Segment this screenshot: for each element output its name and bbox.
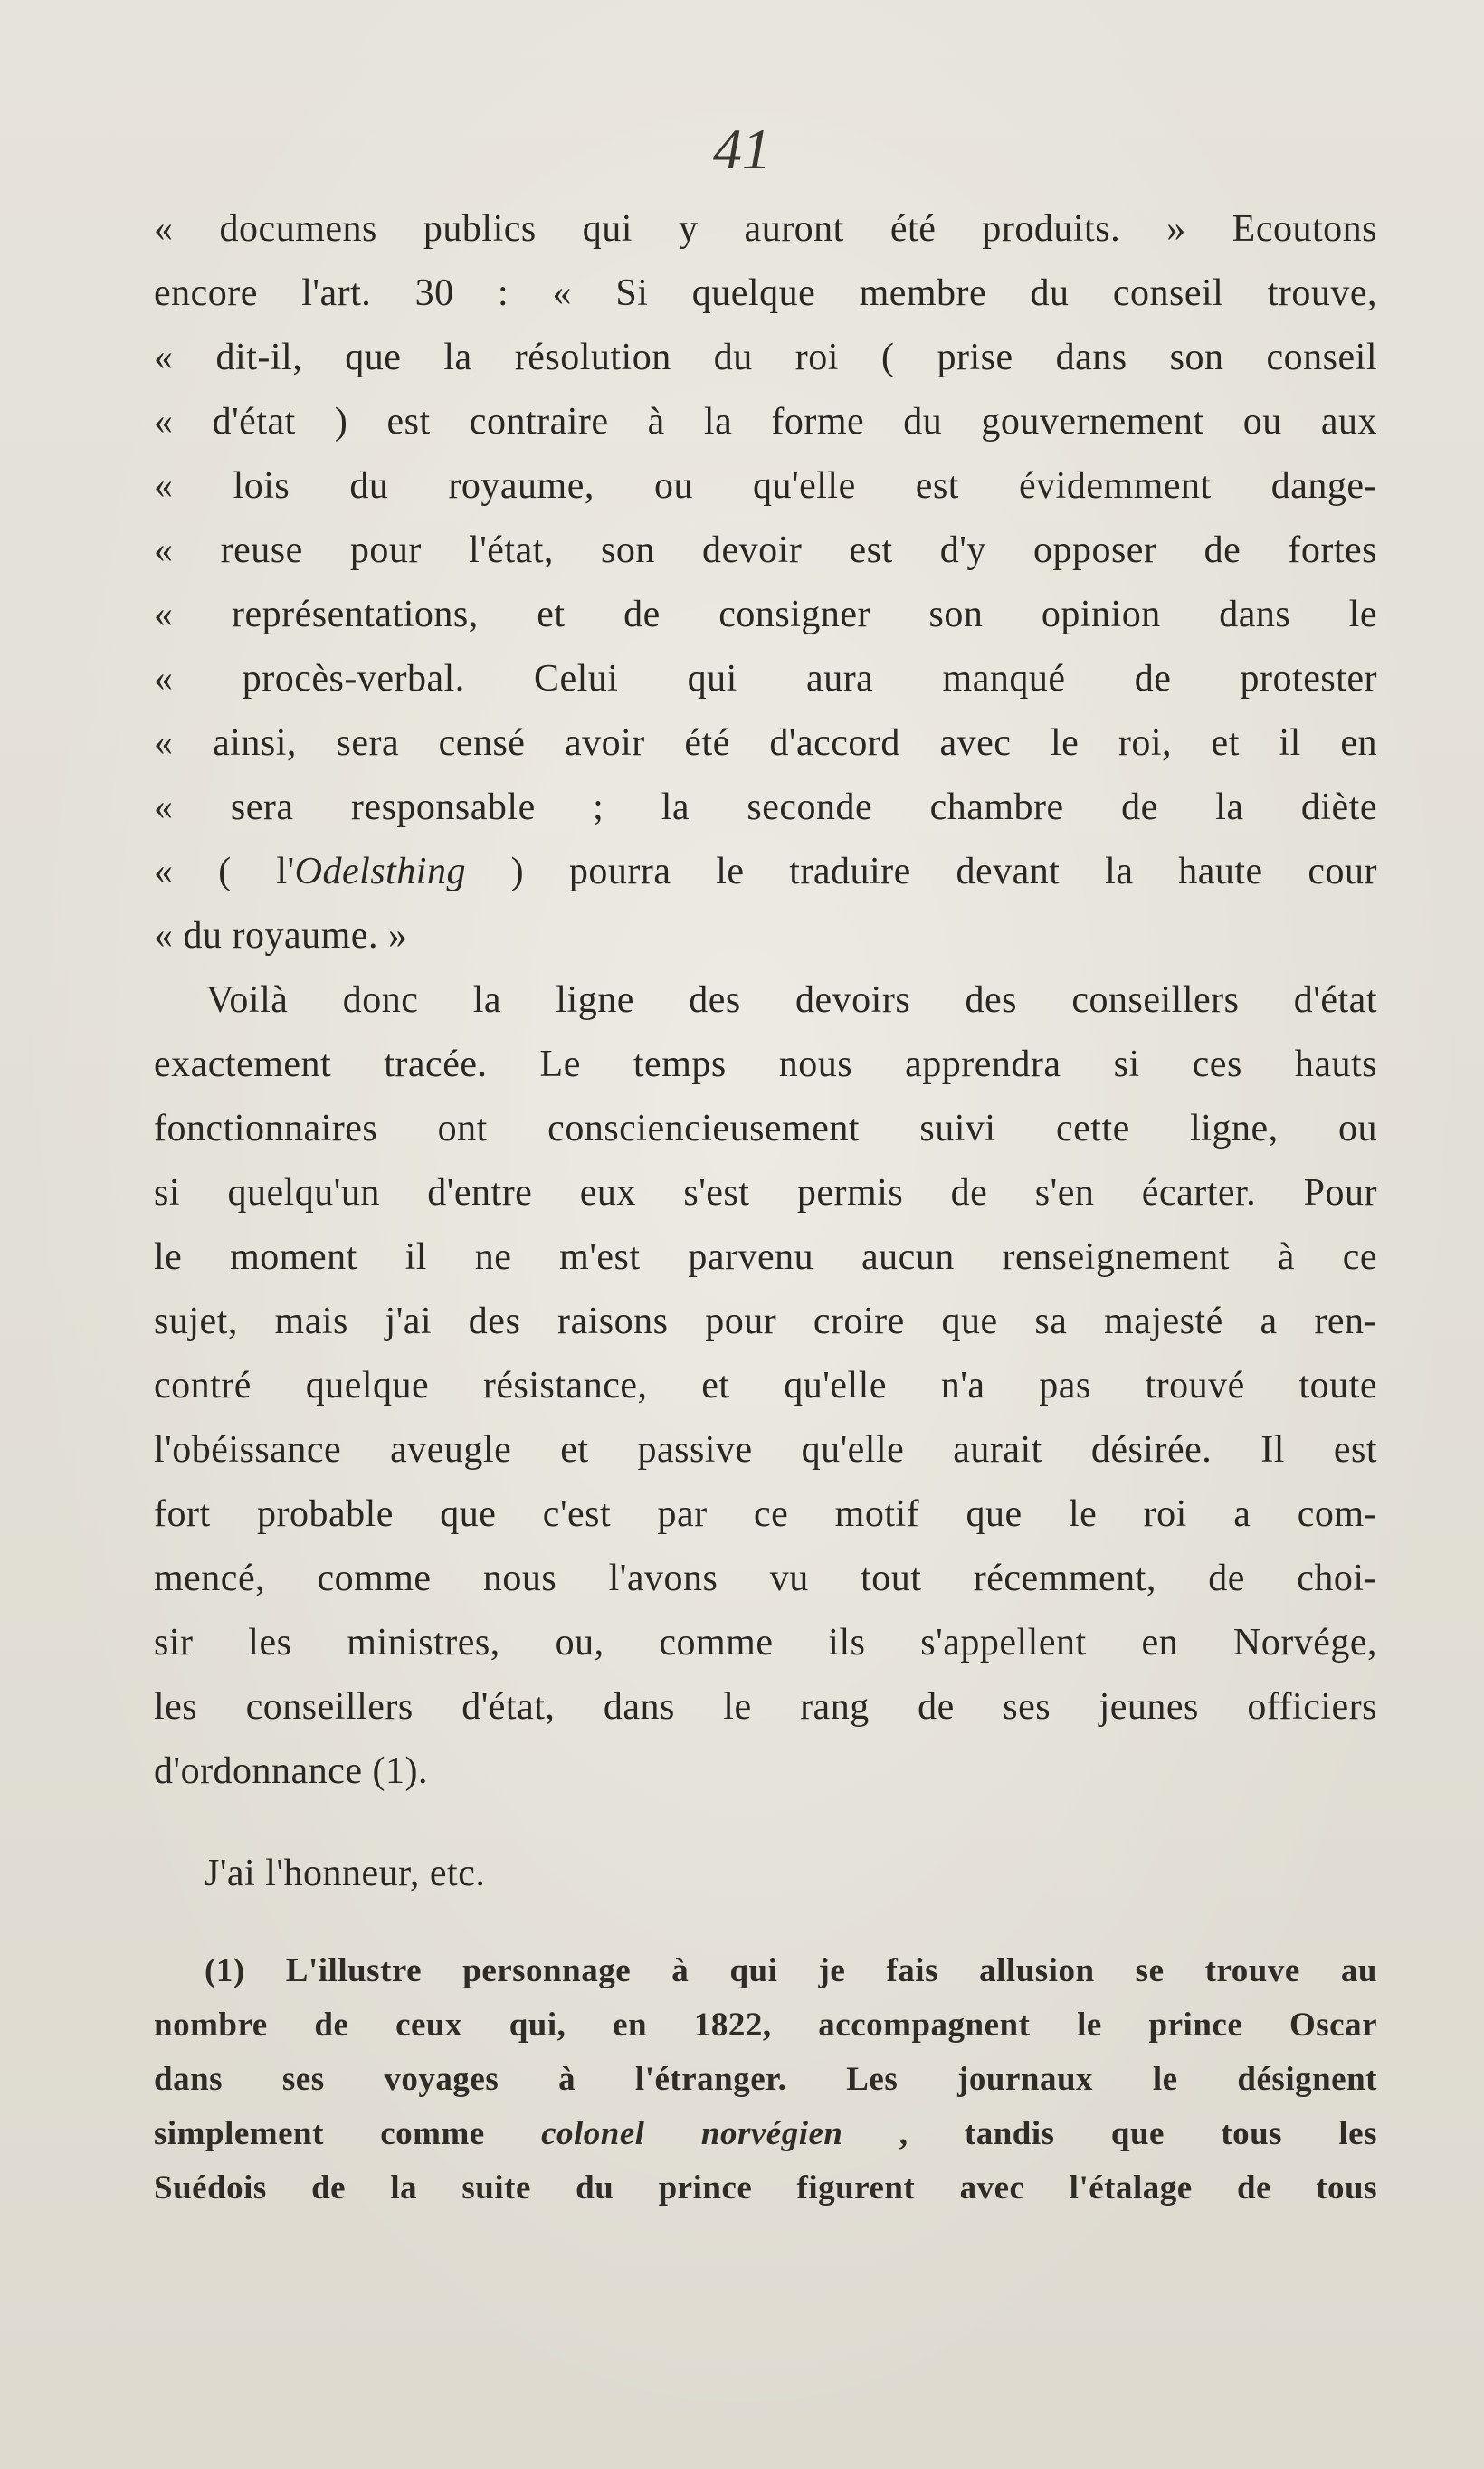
text-line: exactement tracée. Le temps nous apprendra si ces hauts bbox=[154, 1044, 1377, 1085]
text-segment: , tandis que tous les bbox=[842, 2115, 1377, 2152]
spacer bbox=[154, 1804, 1377, 1842]
text-line: fonctionnaires ont consciencieusement suivi cette ligne, ou bbox=[154, 1108, 1377, 1149]
paragraph-conseillers bbox=[154, 968, 1377, 1804]
text-line: contré quelque résistance, et qu'elle n'a pas trouvé toute bbox=[154, 1365, 1377, 1406]
text-line: « du royaume. » bbox=[154, 915, 408, 957]
text-segment: simplement comme bbox=[154, 2115, 542, 2152]
text-line: « documens publics qui y auront été produits. » Ecoutons bbox=[154, 208, 1377, 250]
text-line: si quelqu'un d'entre eux s'est permis de s'en écarter. Pour bbox=[154, 1172, 1377, 1214]
footnote-line: nombre de ceux qui, en 1822, accompagnent le prince Oscar bbox=[154, 2007, 1377, 2044]
text-line: « ainsi, sera censé avoir été d'accord avec le roi, et il en bbox=[154, 722, 1377, 764]
text-segment: « ( l' bbox=[154, 851, 295, 892]
text-line bbox=[154, 840, 1377, 904]
footnote-line bbox=[154, 2107, 1377, 2161]
footnote-line: Suédois de la suite du prince figurent avec l'étalage de tous bbox=[154, 2169, 1377, 2207]
text-line: « procès-verbal. Celui qui aura manqué de protester bbox=[154, 658, 1377, 700]
body-text bbox=[154, 197, 1377, 2216]
text-line: l'obéissance aveugle et passive qu'elle aurait désirée. Il est bbox=[154, 1429, 1377, 1471]
text-line: « reuse pour l'état, son devoir est d'y opposer de fortes bbox=[154, 529, 1377, 571]
text-line: « lois du royaume, ou qu'elle est évidemment dange- bbox=[154, 465, 1377, 507]
text-line: sir les ministres, ou, comme ils s'appellent en Norvége, bbox=[154, 1622, 1377, 1663]
text-line: « sera responsable ; la seconde chambre de la diète bbox=[154, 786, 1377, 828]
text-line: fort probable que c'est par ce motif que le roi a com- bbox=[154, 1493, 1377, 1535]
text-line: le moment il ne m'est parvenu aucun renseignement à ce bbox=[154, 1236, 1377, 1278]
italic-term: colonel norvégien bbox=[541, 2115, 843, 2152]
page-number: 41 bbox=[713, 117, 771, 181]
text-line: « dit-il, que la résolution du roi ( prise dans son conseil bbox=[154, 337, 1377, 378]
text-segment: ) pourra le traduire devant la haute cour bbox=[465, 851, 1377, 892]
text-line: Voilà donc la ligne des devoirs des conseillers d'état bbox=[206, 979, 1377, 1021]
text-line: « représentations, et de consigner son opinion dans le bbox=[154, 594, 1377, 635]
text-line: encore l'art. 30 : « Si quelque membre du conseil trouve, bbox=[154, 272, 1377, 314]
text-line: les conseillers d'état, dans le rang de ses jeunes officiers bbox=[154, 1686, 1377, 1728]
text-line: « d'état ) est contraire à la forme du gouvernement ou aux bbox=[154, 401, 1377, 443]
footnote bbox=[154, 1944, 1377, 2216]
text-line: mencé, comme nous l'avons vu tout récemment, de choi- bbox=[154, 1558, 1377, 1599]
spacer bbox=[154, 1906, 1377, 1944]
paragraph-quotation bbox=[154, 197, 1377, 968]
text-line: d'ordonnance (1). bbox=[154, 1750, 428, 1792]
italic-term: Odelsthing bbox=[294, 851, 466, 892]
text-line: sujet, mais j'ai des raisons pour croire que sa majesté a ren- bbox=[154, 1301, 1377, 1342]
footnote-line: (1) L'illustre personnage à qui je fais allusion se trouve au bbox=[205, 1952, 1377, 1989]
closing-salutation: J'ai l'honneur, etc. bbox=[205, 1853, 486, 1894]
footnote-line: dans ses voyages à l'étranger. Les journaux le désignent bbox=[154, 2061, 1377, 2098]
